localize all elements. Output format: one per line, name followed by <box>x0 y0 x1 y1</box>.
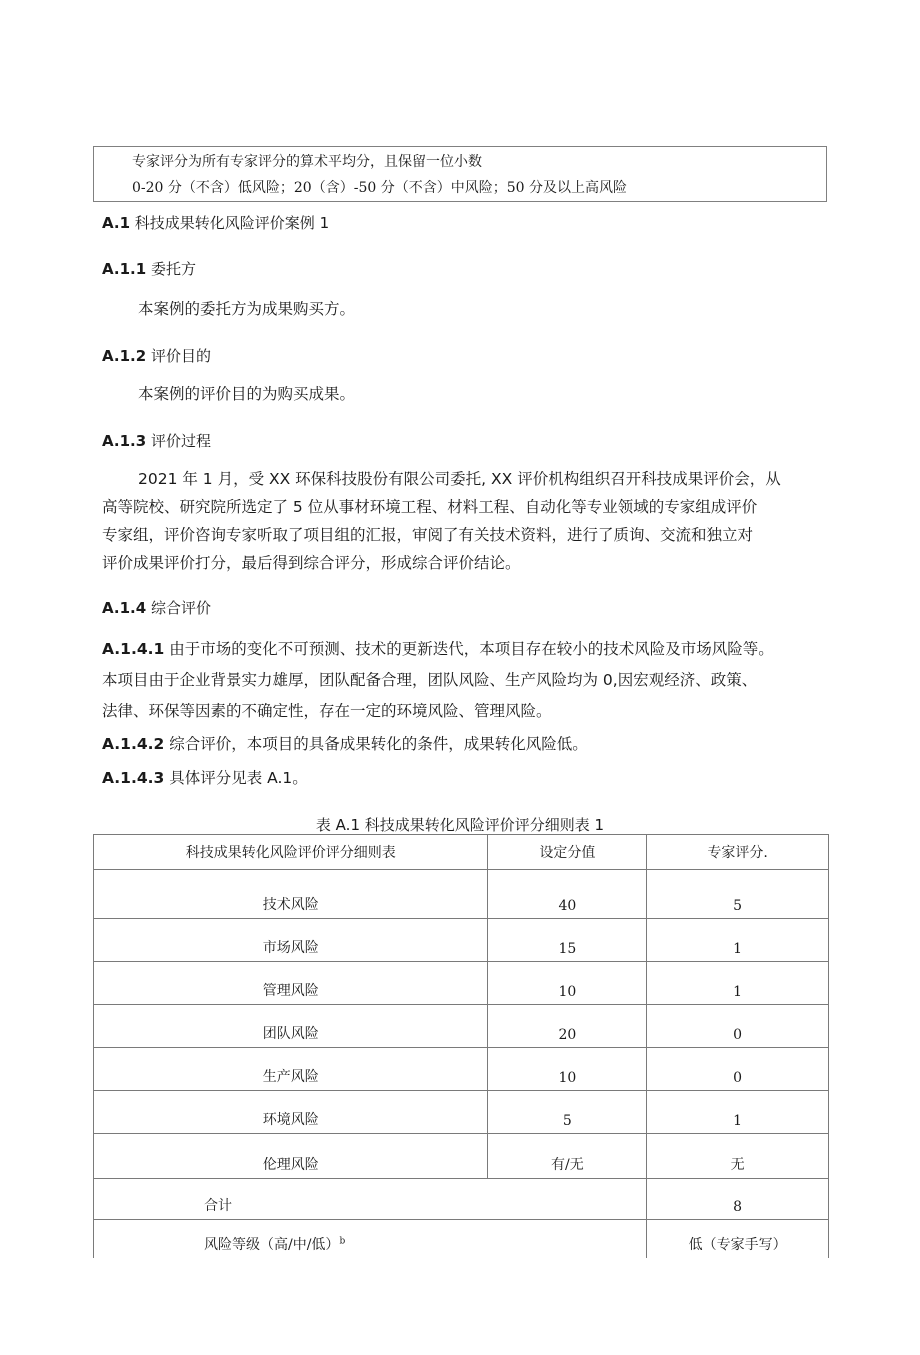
a142-text: A.1.4.2 综合评价，本项目的具备成果转化的条件，成果转化风险低。 <box>102 735 588 753</box>
a11-text: 本案例的委托方为成果购买方。 <box>138 300 356 318</box>
a12-text: 本案例的评价目的为购买成果。 <box>138 385 356 403</box>
table-grade-row <box>94 1220 829 1259</box>
grade-label: 风险等级（高/中/低）$^b$ <box>94 1220 647 1259</box>
table-row: 生产风险 10 0 <box>94 1048 829 1091</box>
table-total-row <box>94 1179 829 1220</box>
a143-text: A.1.4.3 具体评分见表 A.1。 <box>102 769 308 787</box>
table-row: 市场风险 15 1 <box>94 919 829 962</box>
heading-a13: A.1.3 评价过程 <box>102 432 211 450</box>
table-row: 团队风险 20 0 <box>94 1005 829 1048</box>
table-header-row <box>94 835 829 870</box>
table-row: 管理风险 10 1 <box>94 962 829 1005</box>
grade-value: 低（专家手写） <box>647 1220 829 1259</box>
note-line-1: 专家评分为所有专家评分的算术平均分，且保留一位小数 <box>132 154 482 170</box>
heading-a11: A.1.1 委托方 <box>102 260 196 278</box>
table-row: 伦理风险 有/无 无 <box>94 1134 829 1179</box>
total-value: 8 <box>647 1179 829 1220</box>
heading-a12: A.1.2 评价目的 <box>102 347 211 365</box>
note-box <box>93 146 827 202</box>
table-row: 技术风险 40 5 <box>94 870 829 919</box>
heading-a1: A.1 科技成果转化风险评价案例 1 <box>102 214 330 232</box>
note-line-2: 0-20 分（不含）低风险；20（含）-50 分（不含）中风险；50 分及以上高风险 <box>132 180 627 196</box>
table-row: 环境风险 5 1 <box>94 1091 829 1134</box>
header-expert-score: 专家评分. <box>647 835 829 870</box>
header-item: 科技成果转化风险评价评分细则表 <box>94 835 488 870</box>
header-set-score: 设定分值 <box>488 835 647 870</box>
total-label: 合计 <box>94 1179 647 1220</box>
heading-a14: A.1.4 综合评价 <box>102 599 211 617</box>
score-table <box>93 834 829 1258</box>
a141-paragraph: A.1.4.1 由于市场的变化不可预测、技术的更新迭代，本项目存在较小的技术风险及市场风险等。 本项目由于企业背景实力雄厚，团队配备合理，团队风险、生产风险均为 0,因宏观经济、政策、 法律、环保等因素的不确定性，存在一定的环境风险、管理风险。 <box>102 640 774 720</box>
a13-paragraph: 2021 年 1 月，受 XX 环保科技股份有限公司委托, XX 评价机构组织召开科技成果评价会，从 高等院校、研究院所选定了 5 位从事材环境工程、材料工程、自动化等专业领域的专家组成评价 专家组，评价咨询专家听取了项目组的汇报，审阅了有关技术资料，进行了质询、交流和独立对 评价成果评价打分，最后得到综合评分，形成综合评价结论。 <box>102 470 781 572</box>
table-caption: 表 A.1 科技成果转化风险评价评分细则表 1 <box>315 816 605 834</box>
